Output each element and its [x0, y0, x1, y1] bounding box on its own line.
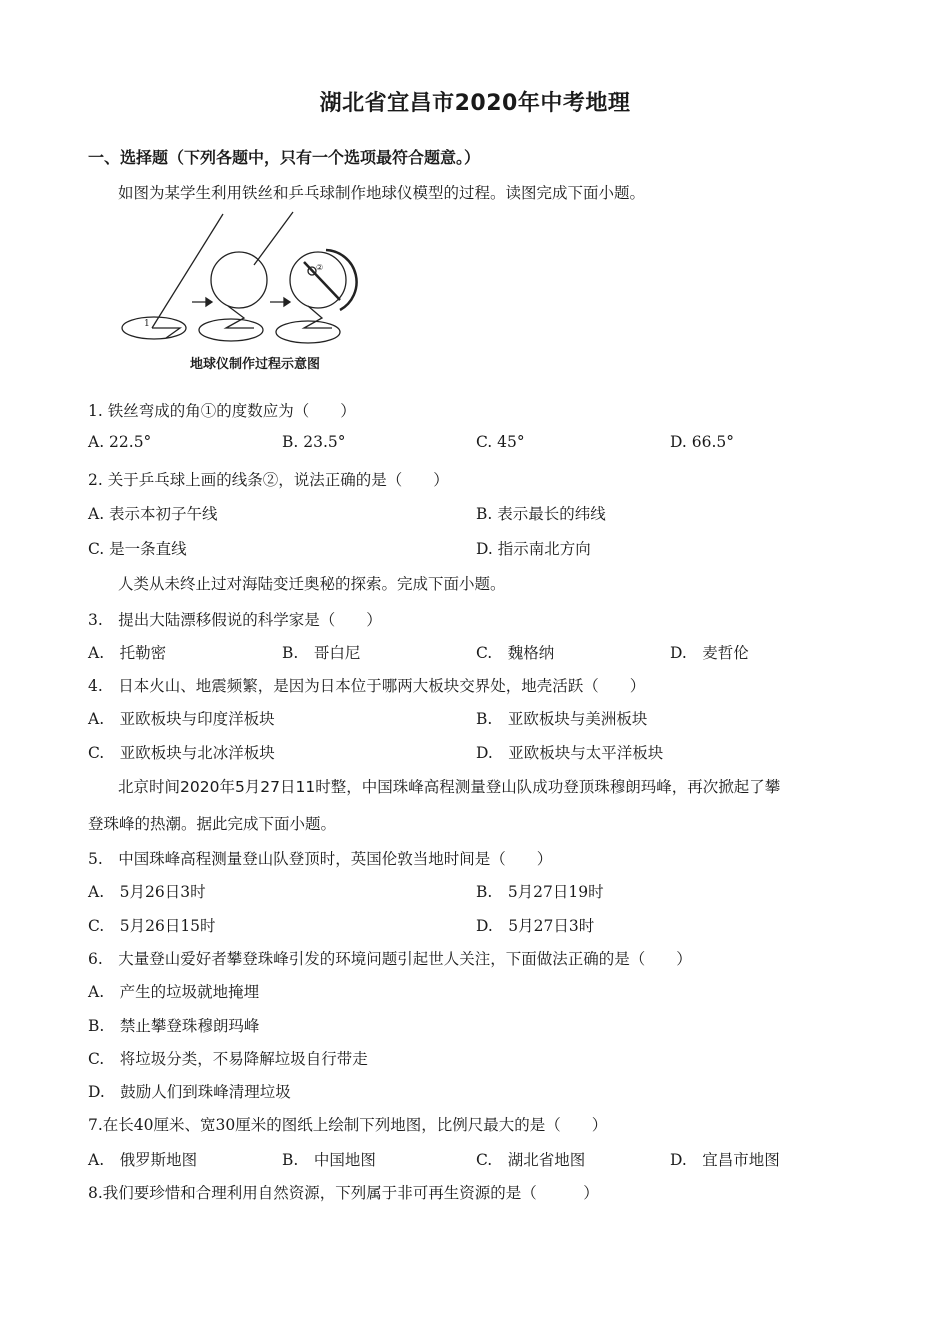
- q3-option-b[interactable]: B. 哥白尼: [282, 644, 361, 662]
- q1-option-c[interactable]: C. 45°: [476, 433, 525, 451]
- q3-option-d[interactable]: D. 麦哲伦: [670, 644, 749, 662]
- q6-option-d[interactable]: D. 鼓励人们到珠峰清理垃圾: [88, 1083, 291, 1101]
- q4-option-c[interactable]: C. 亚欧板块与北冰洋板块: [88, 744, 275, 762]
- globe-making-diagram: [118, 210, 358, 375]
- question-1: 1. 铁丝弯成的角①的度数应为（ ）: [88, 402, 356, 420]
- base-stage2: [199, 319, 263, 341]
- figure-caption: 地球仪制作过程示意图: [190, 357, 321, 372]
- q3-option-a[interactable]: A. 托勒密: [88, 644, 167, 662]
- base-stage3: [276, 321, 340, 343]
- question-7: 7.在长40厘米、宽30厘米的图纸上绘制下列地图，比例尺最大的是（ ）: [88, 1116, 608, 1134]
- q4-option-b[interactable]: B. 亚欧板块与美洲板块: [476, 710, 648, 728]
- q3-option-c[interactable]: C. 魏格纳: [476, 644, 555, 662]
- q4-option-d[interactable]: D. 亚欧板块与太平洋板块: [476, 744, 664, 762]
- question-5: 5. 中国珠峰高程测量登山队登顶时，英国伦敦当地时间是（ ）: [88, 850, 553, 868]
- intro-everest-line1: 北京时间2020年5月27日11时整，中国珠峰高程测量登山队成功登顶珠穆朗玛峰，再次掀起了攀: [118, 778, 781, 796]
- ball-stage3: [290, 252, 346, 308]
- question-3: 3. 提出大陆漂移假说的科学家是（ ）: [88, 611, 382, 629]
- q7-option-c[interactable]: C. 湖北省地图: [476, 1151, 586, 1169]
- question-8: 8.我们要珍惜和合理利用自然资源，下列属于非可再生资源的是（ ）: [88, 1184, 599, 1202]
- q5-option-b[interactable]: B. 5月27日19时: [476, 883, 604, 901]
- q7-option-d[interactable]: D. 宜昌市地图: [670, 1151, 780, 1169]
- q5-option-d[interactable]: D. 5月27日3时: [476, 917, 595, 935]
- question-2: 2. 关于乒乓球上画的线条②，说法正确的是（ ）: [88, 471, 449, 489]
- q1-option-d[interactable]: D. 66.5°: [670, 433, 734, 451]
- q6-option-c[interactable]: C. 将垃圾分类，不易降解垃圾自行带走: [88, 1050, 368, 1068]
- q5-option-c[interactable]: C. 5月26日15时: [88, 917, 216, 935]
- q1-option-b[interactable]: B. 23.5°: [282, 433, 346, 451]
- q5-option-a[interactable]: A. 5月26日3时: [88, 883, 206, 901]
- q1-option-a[interactable]: A. 22.5°: [88, 433, 152, 451]
- wire-stage2: [254, 212, 293, 265]
- question-4: 4. 日本火山、地震频繁，是因为日本位于哪两大板块交界处，地壳活跃（ ）: [88, 677, 646, 695]
- q6-option-a[interactable]: A. 产生的垃圾就地掩埋: [88, 983, 260, 1001]
- ball-stage2: [211, 252, 267, 308]
- q6-option-b[interactable]: B. 禁止攀登珠穆朗玛峰: [88, 1017, 260, 1035]
- q7-option-a[interactable]: A. 俄罗斯地图: [88, 1151, 198, 1169]
- question-6: 6. 大量登山爱好者攀登珠峰引发的环境问题引起世人关注，下面做法正确的是（ ）: [88, 950, 692, 968]
- intro-globe: 如图为某学生利用铁丝和乒乓球制作地球仪模型的过程。读图完成下面小题。: [118, 184, 646, 202]
- q2-option-d[interactable]: D. 指示南北方向: [476, 540, 591, 558]
- q2-option-a[interactable]: A. 表示本初子午线: [88, 505, 218, 523]
- q2-option-c[interactable]: C. 是一条直线: [88, 540, 187, 558]
- svg-text:1: 1: [144, 319, 150, 329]
- q7-option-b[interactable]: B. 中国地图: [282, 1151, 376, 1169]
- q2-option-b[interactable]: B. 表示最长的纬线: [476, 505, 606, 523]
- intro-everest-line2: 登珠峰的热潮。据此完成下面小题。: [88, 815, 337, 833]
- svg-text:②: ②: [316, 263, 324, 272]
- intro-continental-drift: 人类从未终止过对海陆变迁奥秘的探索。完成下面小题。: [118, 575, 506, 593]
- section-heading: 一、选择题（下列各题中，只有一个选项最符合题意。）: [88, 148, 481, 167]
- page-title: 湖北省宜昌市2020年中考地理: [319, 91, 631, 116]
- q4-option-a[interactable]: A. 亚欧板块与印度洋板块: [88, 710, 275, 728]
